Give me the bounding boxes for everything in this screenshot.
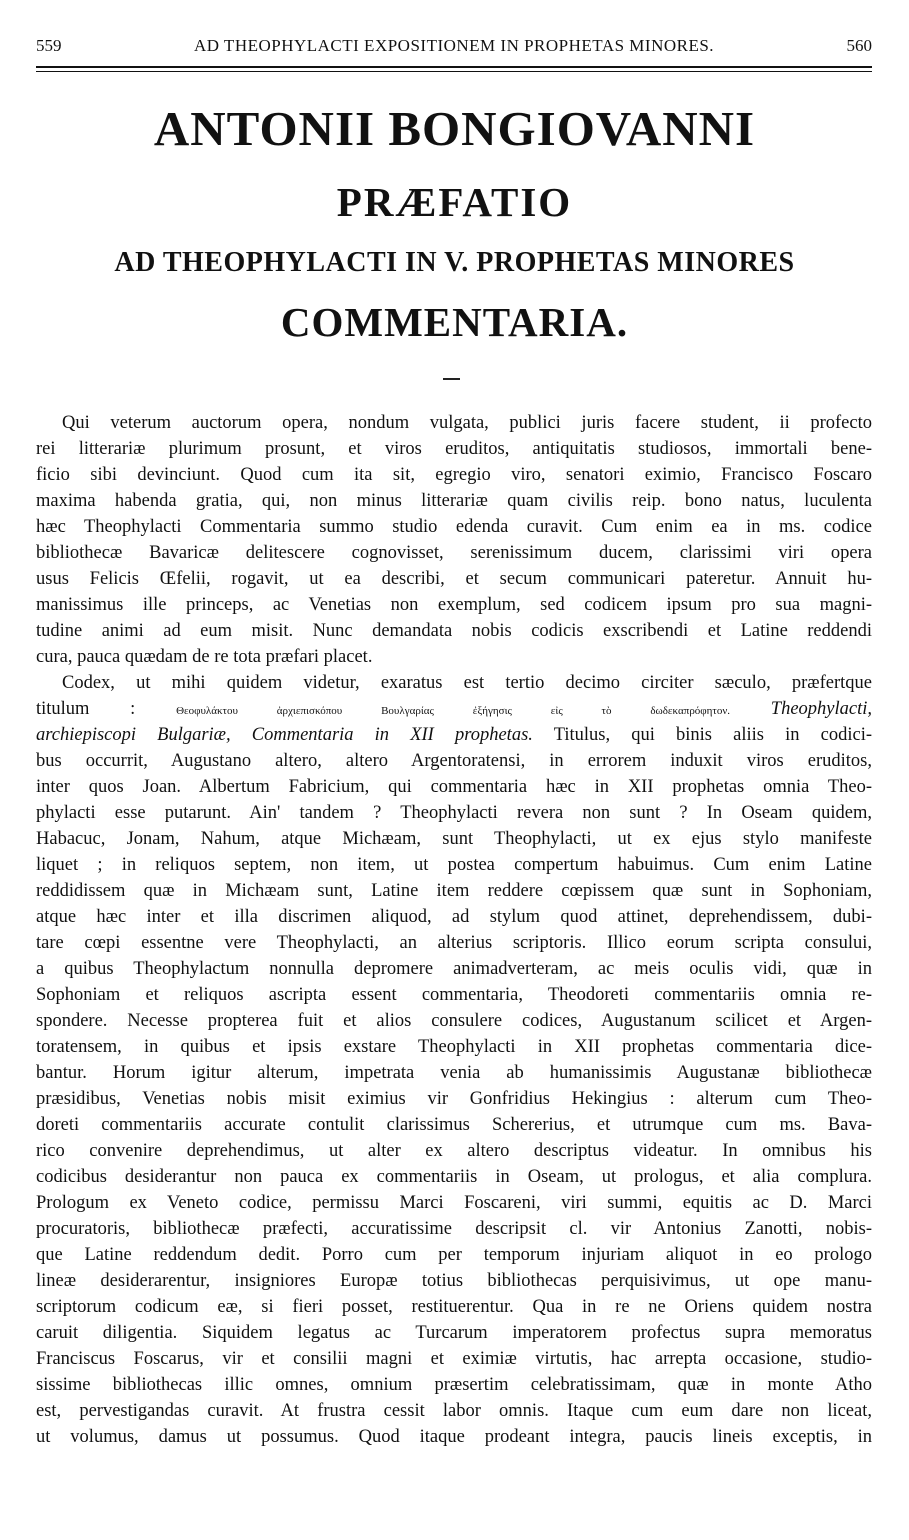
body-line-latin-title — [36, 722, 872, 748]
body-line: reddidissem quæ in Michæam sunt, Latine item reddere cœpissem quæ sunt in Sophoniam, — [36, 881, 872, 901]
body-line: spondere. Necesse propterea fuit et alios consulere codices, Augustanum scilicet et Argen- — [36, 1011, 872, 1031]
body-line: ficio sibi devinciunt. Quod cum ita sit, egregio viro, senatori eximio, Francisco Foscaro — [36, 465, 872, 485]
body-line — [36, 1450, 872, 1476]
body-line: maxima habenda gratia, qui, non minus litterariæ quam civilis reip. bono natus, luculenta — [36, 491, 872, 511]
body-line: scriptorum codicum eæ, si fieri posset, restituerentur. Qua in re ne Oriens quidem nostra — [36, 1297, 872, 1317]
body-line: tare cœpi essentne vere Theophylacti, an alterius scriptoris. Illico eorum scripta consului, — [36, 933, 872, 953]
commentaria-heading: COMMENTARIA. — [280, 299, 629, 345]
body-line-greek-title — [36, 696, 872, 722]
body-line: codicibus desiderantur non pauca ex commentariis in Oseam, ut prologus, et alia complura. — [36, 1167, 872, 1187]
running-head — [36, 36, 872, 62]
section-divider — [443, 378, 460, 380]
body-line: rico convenire deprehendimus, ut alter ex altero descriptus videatur. In omnibus his — [36, 1141, 872, 1161]
page-number-left: 559 — [36, 36, 62, 55]
body-line: lineæ desiderarentur, insigniores Europæ totius bibliothecas perquisivimus, ut ope manu- — [36, 1271, 872, 1291]
author-heading: ANTONII BONGIOVANNI — [153, 101, 756, 156]
praefatio-heading: PRÆFATIO — [336, 179, 573, 225]
body-line: inter quos Joan. Albertum Fabricium, qui commentaria hæc in XII prophetas omnia Theo- — [36, 777, 872, 797]
body-line: tudine animi ad eum misit. Nunc demandata nobis codicis exscribendi et Latine reddendi — [36, 621, 872, 641]
header-rule-thin — [36, 71, 872, 72]
body-line: caruit diligentia. Siquidem legatus ac Turcarum imperatorem profectus supra memoratus — [36, 1323, 872, 1343]
body-line: sissime bibliothecas illic omnes, omnium præsertim celebratissimam, quæ in monte Atho — [36, 1375, 872, 1395]
latin-title-rest: archiepiscopi Bulgariæ, Commentaria in XII prophetas. — [36, 725, 533, 745]
header-rule-thick — [36, 66, 872, 68]
body-line: cura, pauca quædam de re tota præfari placet. — [36, 647, 373, 667]
body-line: procuratoris, bibliothecæ præfecti, accuratissime descripsit cl. vir Antonius Zanotti, nobis- — [36, 1219, 872, 1239]
body-line: manissimus ille princeps, ac Venetias non exemplum, sed codicem ipsum pro sua magni- — [36, 595, 872, 615]
body-line: toratensem, in quibus et ipsis exstare Theophylacti in XII prophetas commentaria dice- — [36, 1037, 872, 1057]
body-line: a quibus Theophylactum nonnulla depromere animadverteram, ac meis oculis vidi, quæ in — [36, 959, 872, 979]
body-line: rei litterariæ plurimum prosunt, et viros eruditos, antiquitatis studiosos, immortali bene- — [36, 439, 872, 459]
body-line: Qui veterum auctorum opera, nondum vulgata, publici juris facere student, ii profecto — [62, 413, 872, 433]
body-line: Franciscus Foscarus, vir et consilii magni et eximiæ virtutis, hac arrepta occasione, studio- — [36, 1349, 872, 1369]
body-line: ut volumus, damus ut possumus. Quod itaque prodeant integra, paucis lineis exceptis, in — [36, 1427, 872, 1447]
body-line: liquet ; in reliquos septem, non item, ut postea compertum habuimus. Cum enim Latine — [36, 855, 872, 875]
body-line: hæc Theophylacti Commentaria summo studio edenda curavit. Cum enim ea in ms. codice — [36, 517, 872, 537]
running-title: AD THEOPHYLACTI EXPOSITIONEM IN PROPHETAS MINORES. — [193, 36, 715, 55]
body-line: atque hæc inter et illa discrimen aliquod, ad stylum quod attinet, deprehendissem, dubi- — [36, 907, 872, 927]
titulum-label: titulum : — [36, 699, 136, 719]
body-line: doreti commentariis accurate contulit clarissimus Schererius, et utrumque cum ms. Bava- — [36, 1115, 872, 1135]
body-line: Codex, ut mihi quidem videtur, exaratus est tertio decimo circiter sæculo, præfertque — [62, 673, 872, 693]
body-line: bibliothecæ Bavaricæ delitescere cognovisset, serenissimum ducem, clarissimi viri opera — [36, 543, 872, 563]
subtitle-heading: AD THEOPHYLACTI IN V. PROPHETAS MINORES — [114, 247, 795, 278]
body-line: que Latine reddendum dedit. Porro cum per temporum injuriam aliquot in eo prologo — [36, 1245, 872, 1265]
body-line: Habacuc, Jonam, Nahum, atque Michæam, sunt Theophylacti, ut ex ejus stylo manifeste — [36, 829, 872, 849]
body-line: usus Felicis Œfelii, rogavit, ut ea describi, et secum communicari pateretur. Annuit hu- — [36, 569, 872, 589]
body-line: bantur. Horum igitur alterum, impetrata venia ab humanissimis Augustanæ bibliothecæ — [36, 1063, 872, 1083]
body-line: Sophoniam et reliquos ascripta essent commentaria, Theodoreti commentariis omnia re- — [36, 985, 872, 1005]
page-number-right: 560 — [846, 36, 872, 55]
body-line: phylacti esse putarunt. Ain' tandem ? Theophylacti revera non sunt ? In Oseam quidem, — [36, 803, 872, 823]
body-line: bus occurrit, Augustano altero, altero Argentoratensi, in errorem induxit viros eruditos, — [36, 751, 872, 771]
latin-title-start: Theophylacti, — [770, 699, 873, 719]
greek-title: Θεοφυλάκτου ἀρχιεπισκόπου Βουλγαρίας ἐξήγησις εἰς τὸ δωδεκαπρόφητον. — [176, 705, 731, 717]
body-line: Prologum ex Veneto codice, permissu Marci Foscareni, viri summi, equitis ac D. Marci — [36, 1193, 872, 1213]
titulus-text: Titulus, qui binis aliis in codici- — [553, 725, 872, 745]
body-line: præsidibus, Venetias nobis misit eximius vir Gonfridius Hekingius : alterum cum Theo- — [36, 1089, 872, 1109]
body-line: est, pervestigandas curavit. At frustra cessit labor omnis. Itaque cum eum dare non liceat, — [36, 1401, 872, 1421]
